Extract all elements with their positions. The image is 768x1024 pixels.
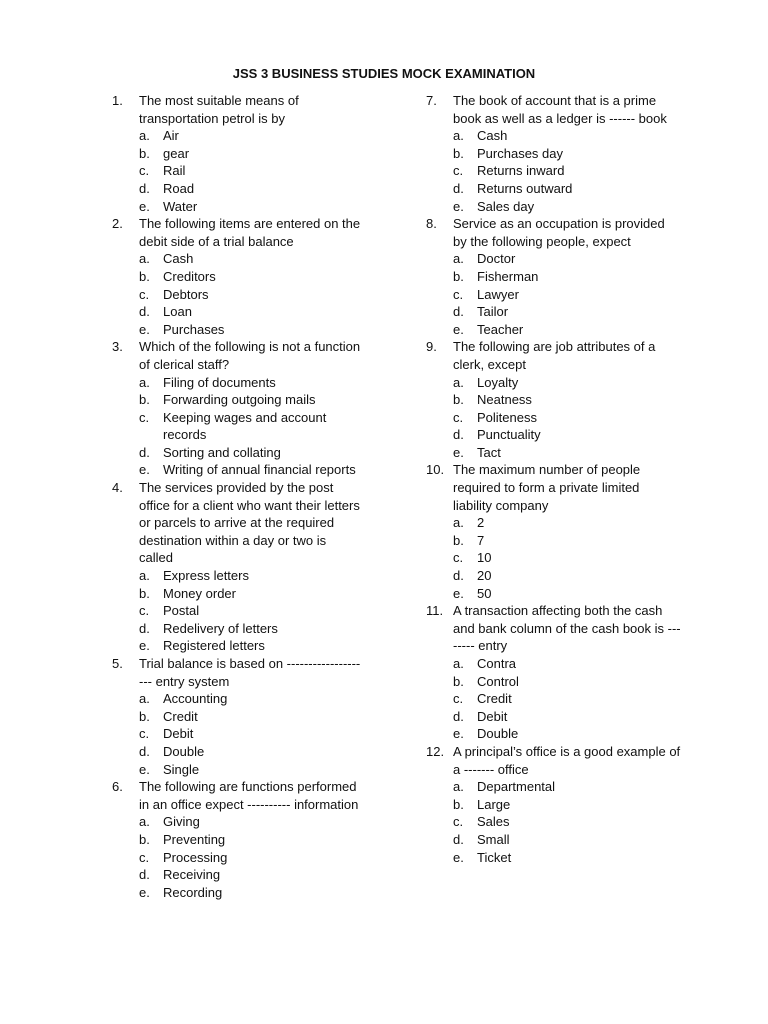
question-text: The following items are entered on the debit side of a trial balance [139,216,361,249]
question-text: The following are job attributes of a clerk, except [453,339,656,372]
option: c. Debit [139,726,194,742]
option: a. Air [139,128,179,144]
question-4 [112,479,362,655]
option: b. 7 [453,532,485,548]
question-6 [112,778,362,901]
option: e. Writing of annual financial reports [139,462,356,478]
question-number: 6. [112,779,123,795]
question-number: 4. [112,480,123,496]
option: a. 2 [453,515,485,531]
option: b. Fisherman [453,268,539,284]
question-text: Which of the following is not a function of clerical staff? [139,339,361,372]
option: c. Politeness [453,409,537,425]
option: e. 50 [453,585,492,601]
option: a. Filing of documents [139,374,276,390]
option: a. Doctor [453,251,516,267]
option: c. Debtors [139,286,209,302]
option: a. Cash [139,251,194,267]
right-column [426,92,681,866]
question-number: 11. [426,603,444,619]
question-number: 8. [426,216,437,232]
question-8 [426,215,681,338]
option: d. Redelivery of letters [139,620,278,636]
option: d. Tailor [453,304,509,320]
option: d. Debit [453,708,508,724]
option: c. Returns inward [453,163,565,179]
question-11 [426,602,681,743]
option: a. Accounting [139,691,228,707]
question-number: 1. [112,93,123,108]
question-number: 10. [426,462,445,478]
option: e. Single [139,761,200,777]
question-number: 12. [426,743,445,759]
option: e. Sales day [453,198,535,214]
question-text: A transaction affecting both the cash and bank column of the cash book is -------- entry [453,603,681,654]
option: b. Forwarding outgoing mails [139,392,316,408]
question-text: A principal’s office is a good example of a ------- office [453,743,681,777]
option: e. Recording [139,884,223,900]
question-number: 2. [112,216,123,232]
option: a. Giving [139,814,200,830]
option: e. Double [453,726,519,742]
option: d. Receiving [139,867,221,883]
option: c. 10 [453,550,492,566]
option: d. Road [139,180,195,196]
option: c. Sales [453,814,510,830]
option: e. Water [139,198,198,214]
question-1 [112,92,362,215]
option: d. Small [453,831,510,847]
option: a. Departmental [453,779,556,795]
question-10 [426,461,681,602]
question-text: The maximum number of people required to form a private limited liability company [453,462,641,513]
question-number: 3. [112,339,123,355]
question-text: The services provided by the post office for a client who want their letters or parcels to arrive at the required destination within a day or two is called [139,480,360,566]
option: b. Neatness [453,392,532,408]
question-12 [426,743,681,866]
option: d. Loan [139,304,192,320]
question-text: The book of account that is a prime book as well as a ledger is ------ book [453,93,667,126]
question-5 [112,655,362,778]
option: a. Contra [453,656,517,671]
option: c. Processing [139,849,228,865]
option: c. Rail [139,163,186,179]
question-text: Service as an occupation is provided by the following people, expect [453,216,665,249]
option: d. Sorting and collating [139,444,281,460]
option: e. Tact [453,444,501,460]
option: e. Registered letters [139,638,265,654]
option: a. Loyalty [453,374,519,390]
question-text: The following are functions performed in an office expect ---------- information [139,779,359,812]
question-number: 7. [426,93,437,108]
option: d. Double [139,743,205,759]
exam-title: JSS 3 BUSINESS STUDIES MOCK EXAMINATION [232,66,536,81]
option: d. Punctuality [453,427,541,443]
option: b. Credit [139,708,198,724]
option: b. Purchases day [453,145,563,161]
question-9 [426,338,681,461]
question-number: 5. [112,656,123,671]
option: a. Cash [453,128,508,144]
option: b. Large [453,796,511,812]
option: c. Postal [139,603,200,619]
question-text: The most suitable means of transportation petrol is by [139,93,299,126]
option: b. Preventing [139,831,226,847]
option: b. Creditors [139,268,216,284]
option: b. Control [453,673,519,689]
option: c. Credit [453,691,512,707]
option: e. Ticket [453,849,512,865]
question-7 [426,92,681,215]
question-text: Trial balance is based on -------------------- entry system [139,656,361,689]
option: c. Lawyer [453,286,519,302]
option: d. 20 [453,568,492,584]
question-3 [112,338,362,479]
option: b. gear [139,145,190,161]
question-2 [112,215,362,338]
option: d. Returns outward [453,180,573,196]
option: e. Teacher [453,321,524,337]
option: e. Purchases [139,321,225,337]
left-column [112,92,362,901]
option: c. Keeping wages and account records [139,409,327,443]
option: b. Money order [139,585,236,601]
option: a. Express letters [139,568,249,584]
question-number: 9. [426,339,437,355]
